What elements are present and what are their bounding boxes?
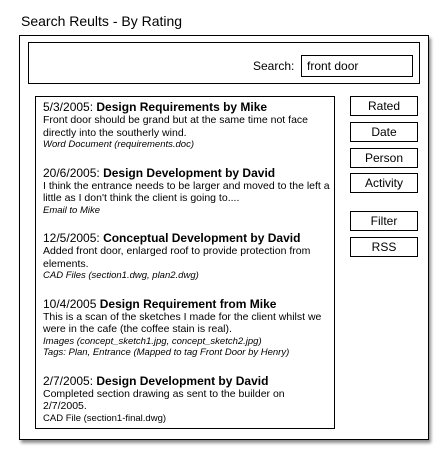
search-results-window <box>19 35 429 440</box>
result-attachment[interactable]: CAD Files (section1.dwg, plan2.dwg) <box>43 270 199 281</box>
result-description: This is a scan of the sketches I made for the client whilst we were in the cafe (the coffee stain is real). <box>43 310 322 335</box>
search-label: Search: <box>253 59 295 73</box>
result-title-line[interactable] <box>43 166 330 180</box>
result-title-line[interactable] <box>43 297 330 311</box>
result-date: 5/3/2005: <box>43 100 94 114</box>
result-description: Added front door, enlarged roof to provide protection from elements. <box>43 245 311 270</box>
result-title[interactable]: Design Requirement from Mike <box>99 296 277 311</box>
result-item[interactable] <box>43 374 330 425</box>
sort-activity-button[interactable]: Activity <box>350 173 418 193</box>
result-description: I think the entrance needs to be larger and moved to the left a little as I don't think the client is going to.... <box>43 179 330 204</box>
result-item[interactable] <box>43 231 330 282</box>
result-title[interactable]: Design Requirements by Mike <box>96 100 268 114</box>
sort-date-button[interactable]: Date <box>350 122 418 142</box>
results-list[interactable] <box>35 96 335 429</box>
search-input[interactable] <box>301 55 413 77</box>
result-description: Front door should be grand but at the same time not face directly into the southerly wind. <box>43 114 308 139</box>
result-title-line[interactable] <box>43 231 330 245</box>
result-item[interactable] <box>43 297 330 359</box>
result-title[interactable]: Design Development by David <box>103 165 276 180</box>
result-date: 10/4/2005 <box>43 296 97 311</box>
result-date: 2/7/2005: <box>43 373 94 388</box>
result-attachment[interactable]: Images (concept_sketch1.jpg, concept_sketch2.jpg) <box>43 335 262 347</box>
result-title-line[interactable] <box>43 100 330 114</box>
result-attachment[interactable]: Word Document (requirements.doc) <box>43 139 194 150</box>
rss-button[interactable]: RSS <box>350 237 418 257</box>
page-caption: Search Reults - By Rating <box>21 13 183 29</box>
result-attachment[interactable]: CAD File (section1-final.dwg) <box>43 412 167 424</box>
result-title[interactable]: Design Development by David <box>96 373 269 388</box>
result-date: 20/6/2005: <box>43 165 100 180</box>
result-tags: Tags: Plan, Entrance (Mapped to tag Front Door by Henry) <box>43 347 290 358</box>
result-date: 12/5/2005: <box>43 231 100 245</box>
sort-rated-button[interactable]: Rated <box>350 96 418 116</box>
filter-button[interactable]: Filter <box>350 211 418 231</box>
sort-person-button[interactable]: Person <box>350 148 418 168</box>
result-item[interactable] <box>43 166 330 217</box>
result-title[interactable]: Conceptual Development by David <box>103 231 301 245</box>
result-attachment[interactable]: Email to Mike <box>43 204 101 216</box>
result-item[interactable] <box>43 100 330 151</box>
result-title-line[interactable] <box>43 374 330 388</box>
search-panel <box>28 42 420 84</box>
result-description: Completed section drawing as sent to the builder on 2/7/2005. <box>43 387 285 412</box>
